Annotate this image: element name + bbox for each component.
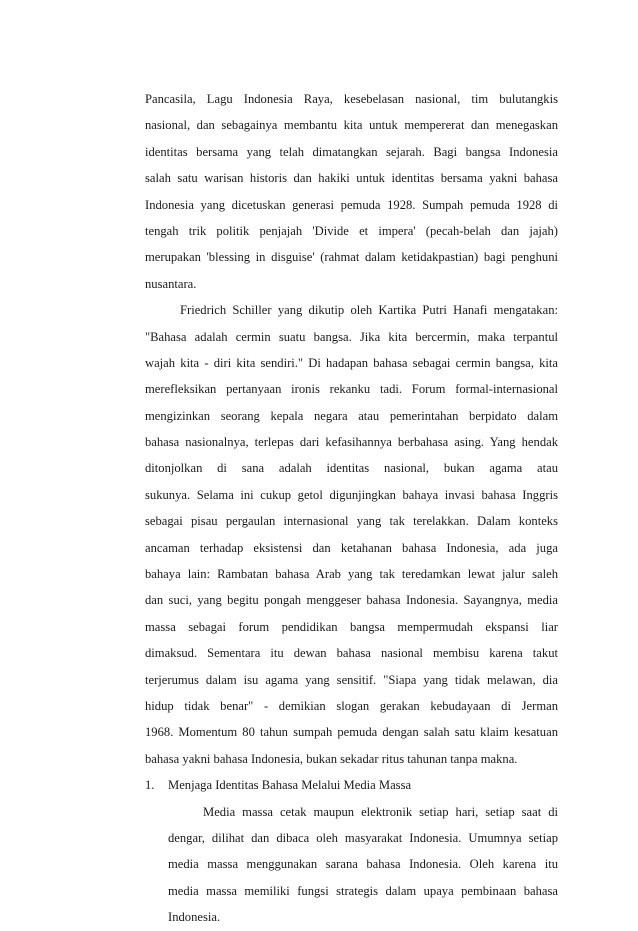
text-line: 1968. Momentum 80 tahun sumpah pemuda dengan salah satu klaim kesatuan (145, 725, 558, 740)
text-line: sebagai pisau pergaulan internasional yang tak terelakkan. Dalam konteks (145, 514, 558, 529)
text-line: sukunya. Selama ini cukup getol digunjingkan bahaya invasi bahasa Inggris (145, 487, 558, 502)
section-heading (145, 772, 558, 798)
body-text (145, 86, 558, 931)
text-line: dan suci, yang begitu pongah menggeser bahasa Indonesia. Sayangnya, media (145, 593, 558, 608)
text-line: nusantara. (145, 276, 197, 291)
text-line: merupakan 'blessing in disguise' (rahmat dalam ketidakpastian) bagi penghuni (145, 250, 558, 265)
text-line: salah satu warisan historis dan hakiki untuk identitas bersama yakni bahasa (145, 171, 558, 186)
text-line: hidup tidak benar" - demikian slogan gerakan kebudayaan di Jerman (145, 698, 558, 713)
text-line: "Bahasa adalah cermin suatu bangsa. Jika kita bercermin, maka terpantul (145, 329, 558, 344)
text-line: Media massa cetak maupun elektronik setiap hari, setiap saat di (203, 804, 558, 819)
text-line: bahasa yakni bahasa Indonesia, bukan sekadar ritus tahunan tanpa makna. (145, 751, 518, 766)
text-line: bahaya lain: Rambatan bahasa Arab yang tak teredamkan lewat jalur saleh (145, 567, 558, 582)
text-line: terjerumus dalam isu agama yang sensitif. "Siapa yang tidak melawan, dia (145, 672, 558, 687)
text-line: dimaksud. Sementara itu dewan bahasa nasional membisu karena takut (145, 646, 558, 661)
text-line: ditonjolkan di sana adalah identitas nasional, bukan agama atau (145, 461, 558, 476)
text-line: merefleksikan pertanyaan ironis rekanku tadi. Forum formal-internasional (145, 382, 558, 397)
text-line: identitas bersama yang telah dimatangkan sejarah. Bagi bangsa Indonesia (145, 144, 558, 159)
text-line: Pancasila, Lagu Indonesia Raya, kesebelasan nasional, tim bulutangkis (145, 92, 558, 106)
text-line: dengar, dilihat dan dibaca oleh masyarakat Indonesia. Umumnya setiap (168, 830, 558, 845)
text-line: bahasa nasionalnya, terlepas dari kefasihannya berbahasa asing. Yang hendak (145, 435, 558, 450)
text-line: ancaman terhadap eksistensi dan ketahanan bahasa Indonesia, ada juga (145, 540, 558, 555)
section-number: 1. (145, 778, 155, 793)
text-line: Indonesia. (168, 910, 221, 925)
text-line: Friedrich Schiller yang dikutip oleh Kartika Putri Hanafi mengatakan: (180, 303, 558, 318)
text-line: massa sebagai forum pendidikan bangsa mempermudah ekspansi liar (145, 619, 558, 634)
text-line: mengizinkan seorang kepala negara atau pemerintahan berpidato dalam (145, 408, 558, 423)
text-line: nasional, dan sebagainya membantu kita untuk mempererat dan menegaskan (145, 118, 558, 133)
text-line: media massa memiliki fungsi strategis dalam upaya pembinaan bahasa (168, 883, 558, 898)
text-line: tengah trik politik penjajah 'Divide et impera' (pecah-belah dan jajah) (145, 223, 558, 238)
text-line: wajah kita - diri kita sendiri." Di hadapan bahasa sebagai cermin bangsa, kita (145, 355, 558, 370)
section-title: Menjaga Identitas Bahasa Melalui Media Massa (168, 778, 412, 793)
text-line: Indonesia yang dicetuskan generasi pemuda 1928. Sumpah pemuda 1928 di (145, 197, 558, 212)
text-line: media massa menggunakan sarana bahasa Indonesia. Oleh karena itu (168, 857, 558, 872)
